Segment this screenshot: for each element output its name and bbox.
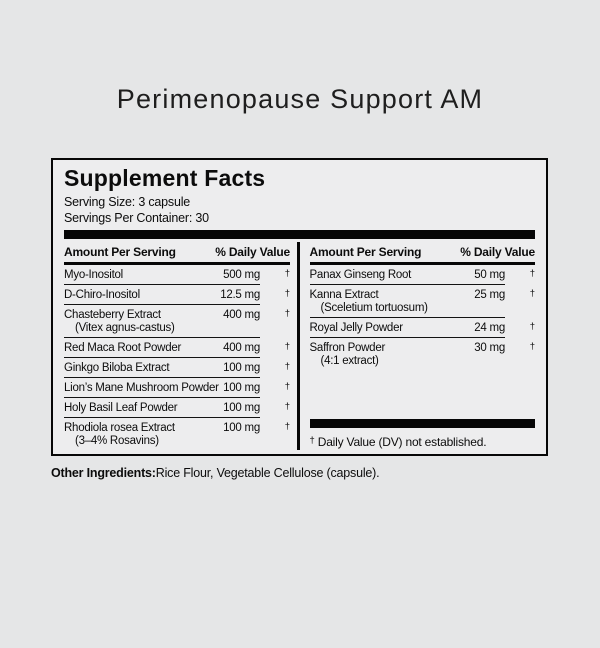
ingredient-row: [310, 265, 536, 285]
ingredient-subname: (3–4% Rosavins): [75, 434, 159, 447]
col-header-daily-value: % Daily Value: [460, 245, 535, 259]
ingredient-amount: 50 mg: [474, 268, 505, 281]
daily-value-dagger: †: [284, 341, 290, 352]
daily-value-dagger: †: [529, 341, 535, 352]
facts-heading: Supplement Facts: [64, 165, 266, 191]
divider-bar-top: [64, 230, 535, 239]
serving-size: Serving Size: 3 capsule: [64, 195, 191, 209]
ingredient-row: [64, 338, 290, 358]
daily-value-dagger: †: [284, 421, 290, 432]
ingredient-amount: 100 mg: [223, 361, 260, 374]
col-header-daily-value: % Daily Value: [215, 245, 290, 259]
ingredient-name: Royal Jelly Powder: [309, 321, 403, 334]
ingredient-row: [64, 358, 290, 378]
footnote-text: Daily Value (DV) not established.: [317, 435, 487, 449]
ingredient-amount: 100 mg: [223, 401, 260, 414]
ingredient-amount: 30 mg: [474, 341, 505, 354]
col-header-amount: Amount Per Serving: [309, 245, 422, 259]
ingredient-subname: (Vitex agnus-castus): [75, 321, 175, 334]
ingredient-name: Chasteberry Extract: [64, 308, 161, 321]
ingredient-name: Myo-Inositol: [64, 268, 123, 281]
ingredient-subname: (4:1 extract): [320, 354, 379, 367]
ingredient-name: Lion’s Mane Mushroom Powder: [64, 381, 219, 394]
ingredient-name: Panax Ginseng Root: [309, 268, 412, 281]
column-divider: [297, 242, 300, 450]
ingredient-amount: 500 mg: [223, 268, 260, 281]
ingredient-name: Holy Basil Leaf Powder: [64, 401, 178, 414]
facts-column-left: [64, 242, 290, 450]
ingredient-row: [310, 318, 536, 338]
ingredient-row: [64, 285, 290, 305]
facts-column-right: [310, 242, 536, 450]
facts-columns: [64, 242, 535, 450]
daily-value-dagger: †: [284, 308, 290, 319]
ingredient-rows-left: [64, 265, 290, 450]
ingredient-row: [310, 285, 536, 318]
other-ingredients-text: Rice Flour, Vegetable Cellulose (capsule).: [155, 466, 380, 480]
divider-bar-bottom: [310, 419, 536, 428]
col-header-amount: Amount Per Serving: [64, 245, 176, 259]
daily-value-dagger: †: [529, 321, 535, 332]
ingredient-amount: 24 mg: [474, 321, 505, 334]
ingredient-row: [64, 265, 290, 285]
ingredient-amount: 400 mg: [223, 308, 260, 321]
daily-value-dagger: †: [284, 361, 290, 372]
daily-value-dagger: †: [284, 381, 290, 392]
ingredient-rows-right: [310, 265, 536, 370]
daily-value-dagger: †: [529, 268, 535, 279]
ingredient-name: Saffron Powder: [309, 341, 386, 354]
daily-value-dagger: †: [284, 401, 290, 412]
ingredient-amount: 100 mg: [223, 421, 260, 434]
daily-value-dagger: †: [284, 268, 290, 279]
daily-value-dagger: †: [284, 288, 290, 299]
ingredient-row: [64, 418, 290, 450]
ingredient-row: [64, 378, 290, 398]
ingredient-row: [64, 305, 290, 338]
ingredient-name: Red Maca Root Powder: [64, 341, 182, 354]
ingredient-name: Kanna Extract: [309, 288, 379, 301]
dv-footnote: [310, 428, 536, 450]
ingredient-subname: (Sceletium tortuosum): [320, 301, 428, 314]
ingredient-amount: 400 mg: [223, 341, 260, 354]
dagger-symbol: †: [309, 435, 315, 446]
other-ingredients: [51, 465, 600, 481]
supplement-facts-panel: [51, 158, 548, 456]
ingredient-name: D-Chiro-Inositol: [64, 288, 140, 301]
ingredient-name: Ginkgo Biloba Extract: [64, 361, 170, 374]
servings-per-container: Servings Per Container: 30: [64, 211, 209, 225]
other-ingredients-label: Other Ingredients:: [51, 466, 156, 480]
column-header-left: [64, 242, 290, 265]
ingredient-name: Rhodiola rosea Extract: [64, 421, 175, 434]
ingredient-amount: 100 mg: [223, 381, 260, 394]
ingredient-row: [64, 398, 290, 418]
ingredient-amount: 25 mg: [474, 288, 505, 301]
product-title: Perimenopause Support AM: [116, 84, 484, 114]
daily-value-dagger: †: [529, 288, 535, 299]
ingredient-row: [310, 338, 536, 370]
column-header-right: [310, 242, 536, 265]
ingredient-amount: 12.5 mg: [220, 288, 260, 301]
